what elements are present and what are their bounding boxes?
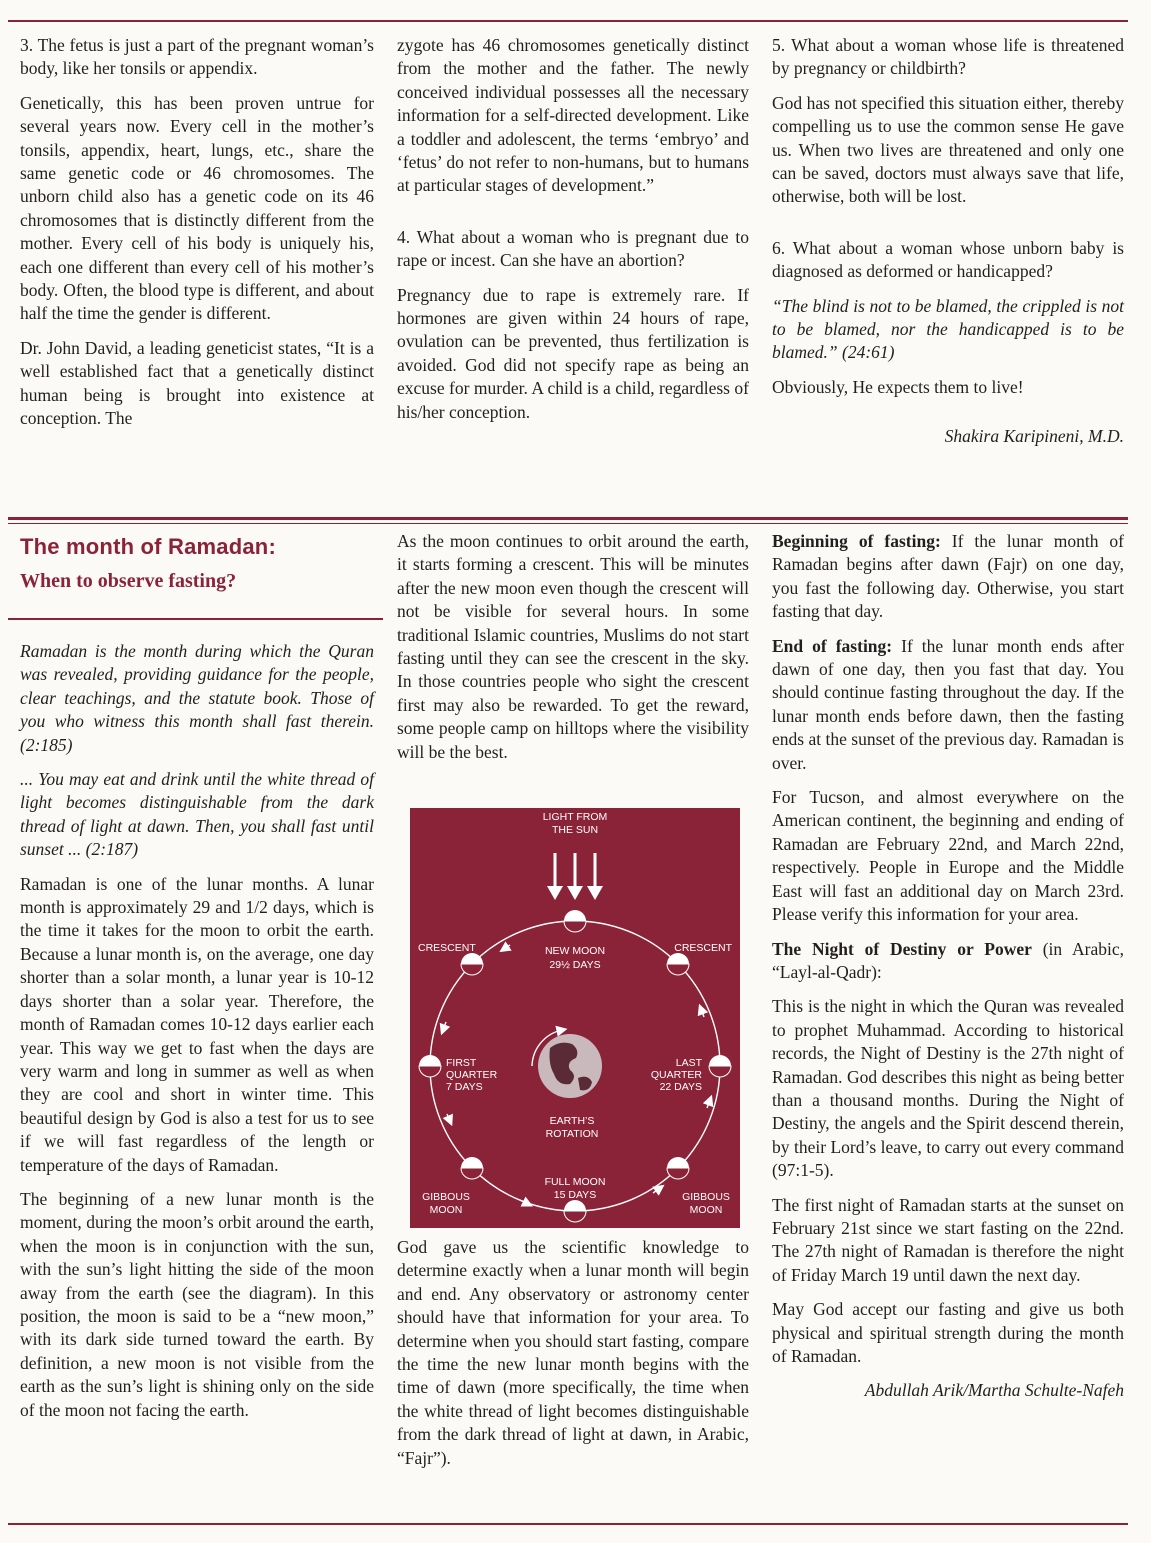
crescent-label: CRESCENT <box>674 942 732 954</box>
paragraph: The first night of Ramadan starts at the sunset on February 21st since we start fasting on the 22nd. The 27th night of Ramadan is therefore the night of Friday March 19 until dawn the next day. <box>772 1194 1124 1285</box>
paragraph-text: If the lunar month of Ramadan begins after dawn (Fajr) on one day, you fast the following day. Otherwise, you start fasting that day. <box>772 531 1125 622</box>
gibbous-label: MOON <box>429 1204 463 1216</box>
full-moon-days: 15 DAYS <box>553 1189 597 1201</box>
new-moon-days: 29½ DAYS <box>549 959 601 971</box>
title-underline <box>8 618 383 620</box>
question-6: 6. What about a woman whose unborn baby is diagnosed as deformed or handicapped? <box>772 237 1124 282</box>
first-quarter-days: 7 DAYS <box>446 1081 483 1093</box>
paragraph-text: If the lunar month ends after dawn of one day, then you fast that day. You should continue fasting throughout the day. If the lunar month ends before dawn, then the fasting ends at the sunset of the previous day. Ramadan is over. <box>772 635 1124 773</box>
paragraph: Genetically, this has been proven untrue for several years now. Every cell in the mother’s tonsils, appendix, heart, lungs, etc., share the same genetic code or 46 chromosomes. The unborn child also has a genetic code on its 46 chromosomes that is distinctly different from the mother. Every cell of his body is uniquely his, each one different than every cell of his mother’s body. Often, the blood type is different, and about half the time the gender is different. <box>20 92 374 324</box>
orbit-arrow <box>701 1009 704 1017</box>
light-label: THE SUN <box>551 824 599 836</box>
orbit-arrow <box>443 1022 446 1030</box>
paragraph: Dr. John David, a leading geneticist states, “It is a well established fact that a genetically distinct human being is brought into existence at conception. The <box>20 337 374 429</box>
last-quarter-label: QUARTER <box>650 1069 702 1081</box>
paragraph <box>772 530 1124 624</box>
ramadan-column-1 <box>20 640 374 1433</box>
paragraph: Pregnancy due to rape is extremely rare. If hormones are given within 24 hours of rape, ovulation can be prevented, thus fertilization is avoided. God did not specify rape as being an excuse for murder. A child is a child, regardless of his/her conception. <box>397 284 749 422</box>
subheading: Beginning of fasting: <box>772 531 941 551</box>
orbit-arrow <box>520 1200 528 1204</box>
quote: Ramadan is the month during which the Quran was revealed, providing guidance for the people, clear teachings, and the statute book. Those of you who witness this month shall fast therein. (2:185) <box>20 641 374 755</box>
paragraph: zygote has 46 chromosomes genetically distinct from the mother and the father. The newly conceived individual possesses all the necessary information for a self-directed development. Like a toddler and adolescent, the terms ‘embryo’ and ‘fetus’ do not refer to non-humans, but to humans at particular stages of development.” <box>397 35 749 196</box>
signature: Shakira Karipineni, M.D. <box>944 426 1124 447</box>
quote: ... You may eat and drink until the white thread of light becomes distinguishable from the dark thread of light at dawn. Then, you shall fast until sunset ... (2:187) <box>20 769 374 860</box>
bottom-rule <box>8 1523 1128 1525</box>
gibbous-label: MOON <box>689 1204 723 1216</box>
ramadan-column-2-bottom <box>397 1236 749 1481</box>
paragraph: For Tucson, and almost everywhere on the American continent, the beginning and ending of Ramadan are February 22nd, and March 22nd, respectively. People in Europe and the Middle East will fast an additional day on March 23rd. Please verify this information for your area. <box>772 787 1124 925</box>
first-quarter-label: QUARTER <box>446 1069 498 1081</box>
moon-gibbous-right <box>667 1157 689 1179</box>
moon-first-quarter <box>419 1055 441 1077</box>
first-quarter-label: FIRST <box>446 1057 477 1069</box>
last-quarter-days: 22 DAYS <box>659 1081 702 1093</box>
question-3: 3. The fetus is just a part of the pregnant woman’s body, like her tonsils or appendix. <box>20 35 374 79</box>
paragraph: The beginning of a new lunar month is the moment, during the moon’s orbit around the earth, when the moon is in conjunction with the sun, with the sun’s light hitting the side of the moon away from the earth (see the diagram). In this position, the moon is said to be a “new moon,” with its dark side turned toward the earth. By definition, a new moon is not visible from the earth as the sun’s light is shining only on the side of the moon not facing the earth. <box>20 1188 374 1420</box>
paragraph: As the moon continues to orbit around the earth, it starts forming a crescent. This will be minutes after the new moon even though the crescent will not be visible for several hours. In some traditional Islamic countries, Muslims do not start fasting until they can see the crescent in the sky. In those countries people who sight the crescent first may also be rewarded. To get the reward, some people camp on hilltops where the visibility will be the best. <box>397 531 749 762</box>
paragraph: Ramadan is one of the lunar months. A lunar month is approximately 29 and 1/2 days, which is the time it takes for the moon to orbit the earth. Because a lunar month is, on the average, one day shorter than a solar month, a lunar year is 10-12 days shorter than a solar year. Therefore, the month of Ramadan comes 10-12 days earlier each year. This way we get to fast when the days are very warm and long in summer as well as when they are cool and short in winter time. This beautiful design by God is also a test for us to see if we will fast regardless of the length or temperature of the days of Ramadan. <box>20 873 374 1175</box>
full-moon-label: FULL MOON <box>544 1176 606 1188</box>
section-rule-thin <box>8 523 1128 524</box>
gibbous-label: GIBBOUS <box>422 1191 470 1203</box>
paragraph <box>772 635 1124 775</box>
section-title: The month of Ramadan: <box>20 534 276 559</box>
paragraph: God has not specified this situation either, thereby compelling us to use the common sense He gave us. When two lives are threatened and only one can be saved, doctors must always save that life, otherwise, both will be lost. <box>772 92 1124 207</box>
rotation-label: ROTATION <box>545 1128 599 1140</box>
quote: “The blind is not to be blamed, the crippled is not to be blamed, nor the handicapped is to be blamed.” (24:61) <box>772 295 1124 363</box>
question-4: 4. What about a woman who is pregnant due to rape or incest. Can she have an abortion? <box>397 226 749 271</box>
top-column-1 <box>20 34 374 442</box>
paragraph: This is the night in which the Quran was revealed to prophet Muhammad. According to historical records, the Night of Destiny is the 27th night of Ramadan. God describes this night as being better than a thousand months. During the Night of Destiny, the angels and the Spirit descend therein, by their Lord’s leave, to carry out every command (97:1-5). <box>772 996 1124 1181</box>
orbit-arrow <box>504 945 510 949</box>
section-rule <box>8 517 1128 520</box>
new-moon-label: NEW MOON <box>544 945 606 957</box>
section-subtitle: When to observe fasting? <box>20 570 237 592</box>
signature: Abdullah Arik/Martha Schulte-Nafeh <box>864 1380 1124 1401</box>
gibbous-label: GIBBOUS <box>682 1191 730 1203</box>
earth-icon <box>532 1030 602 1098</box>
paragraph <box>772 938 1124 985</box>
paragraph: God gave us the scientific knowledge to determine exactly when a lunar month will begin and end. Any observatory or astronomy center should have that information for your area. To determine when you should start fasting, compare the time the new lunar month begins with the time of dawn (more specifically, the time when the white thread of light becomes distinguishable from the dark thread of light at dawn, in Arabic, “Fajr”). <box>397 1237 749 1468</box>
column-divider <box>385 530 386 1520</box>
moon-gibbous-left <box>461 1157 483 1179</box>
moon-last-quarter <box>709 1055 731 1077</box>
paragraph-text: (in Arabic, “Layl-al-Qadr): <box>772 938 1124 982</box>
moon-crescent-right <box>667 953 689 975</box>
paragraph: May God accept our fasting and give us both physical and spiritual strength during the month of Ramadan. <box>772 1299 1124 1366</box>
orbit-arrow <box>653 1188 660 1193</box>
subheading: End of fasting: <box>772 635 893 656</box>
paragraph: Obviously, He expects them to live! <box>772 376 1024 397</box>
ramadan-column-3 <box>772 530 1124 1414</box>
moon-crescent-left <box>461 953 483 975</box>
moon-phase-diagram <box>410 808 740 1228</box>
crescent-label: CRESCENT <box>418 942 476 954</box>
rotation-label: EARTH’S <box>549 1115 595 1127</box>
top-column-2 <box>397 34 749 435</box>
top-column-3 <box>772 34 1124 460</box>
moon-full <box>564 1200 586 1222</box>
last-quarter-label: LAST <box>675 1057 702 1069</box>
orbit-arrow <box>707 1100 710 1108</box>
subheading: The Night of Destiny or Power <box>772 938 1032 959</box>
top-rule <box>8 20 1128 22</box>
question-5: 5. What about a woman whose life is threatened by pregnancy or childbirth? <box>772 35 1124 79</box>
sun-arrows <box>547 853 603 900</box>
moon-new <box>564 910 586 932</box>
light-label: LIGHT FROM <box>542 811 608 823</box>
orbit-arrow <box>447 1114 450 1121</box>
ramadan-column-2-top <box>397 530 749 775</box>
